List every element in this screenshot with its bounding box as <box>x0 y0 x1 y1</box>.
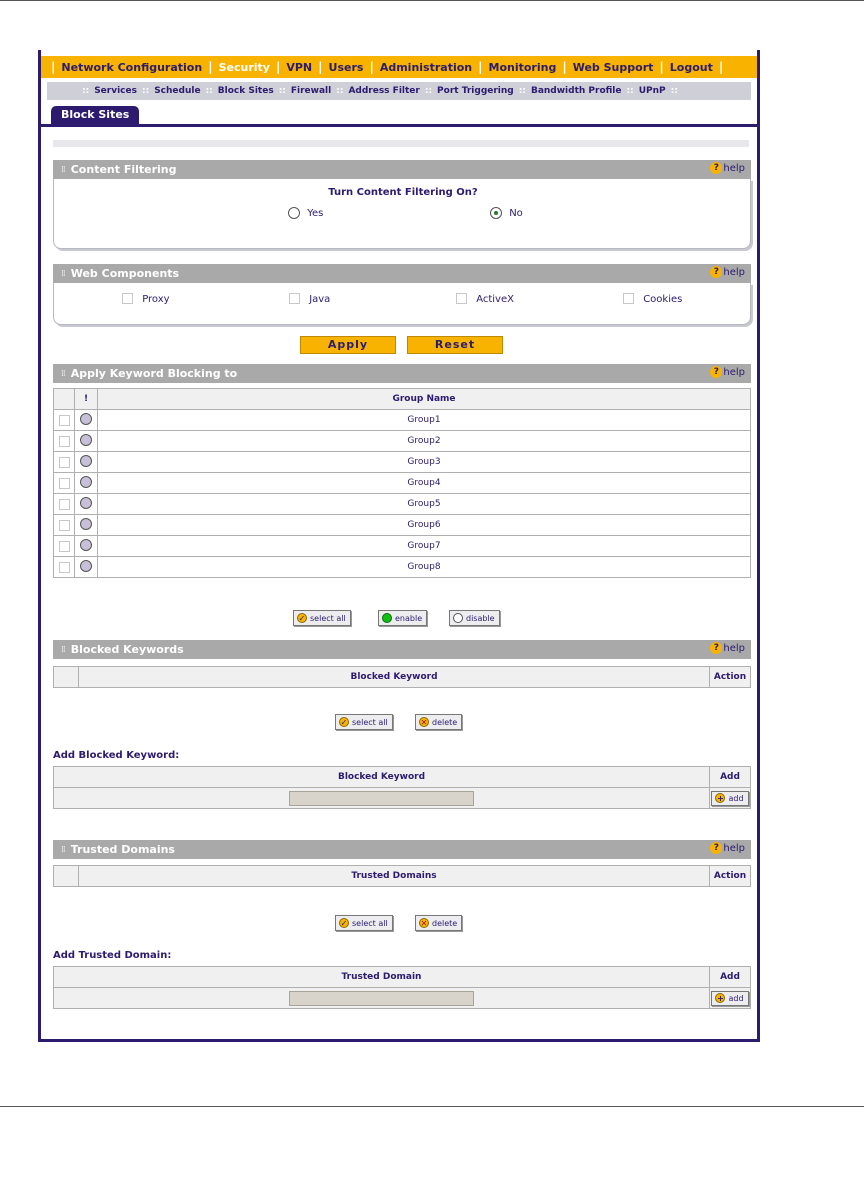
button-label: delete <box>432 918 458 928</box>
plus-icon: + <box>717 993 724 1003</box>
content-filtering-header <box>53 160 751 179</box>
row-status-cell <box>75 494 98 515</box>
row-checkbox[interactable] <box>59 415 70 426</box>
enable-button[interactable] <box>378 610 427 626</box>
col-blocked-keyword: Blocked Keyword <box>79 667 710 688</box>
section-title: Blocked Keywords <box>70 643 184 656</box>
blocked-keyword-input[interactable] <box>289 791 474 806</box>
table-row <box>54 515 751 536</box>
help-label: help <box>723 162 745 174</box>
nav-item-vpn[interactable]: VPN <box>286 60 313 74</box>
apply-button[interactable]: Apply <box>300 336 396 354</box>
nav-item-administration[interactable]: Administration <box>379 60 473 74</box>
subnav-separator: :: <box>278 86 286 96</box>
col-group-name: Group Name <box>98 389 751 410</box>
plus-icon: + <box>717 793 724 803</box>
nav-separator: | <box>51 60 56 74</box>
button-label: disable <box>466 613 495 623</box>
disable-button[interactable] <box>449 610 500 626</box>
subnav-item-address-filter[interactable]: Address Filter <box>348 86 420 96</box>
nav-separator: | <box>718 60 724 74</box>
row-checkbox[interactable] <box>59 499 70 510</box>
checkbox[interactable] <box>122 293 133 304</box>
status-dot-icon <box>80 413 92 425</box>
radio-no-icon[interactable] <box>490 207 502 219</box>
subnav-item-block-sites[interactable]: Block Sites <box>217 86 274 96</box>
group-name-cell: Group2 <box>98 431 751 452</box>
bottom-rule <box>0 1106 864 1107</box>
row-checkbox[interactable] <box>59 478 70 489</box>
table-header-row <box>54 767 751 788</box>
status-dot-icon <box>80 476 92 488</box>
tab-underline <box>41 124 757 127</box>
subnav-item-upnp[interactable]: UPnP <box>638 86 666 96</box>
trusted-domains-header <box>53 840 751 859</box>
help-icon: ? <box>710 642 722 654</box>
row-checkbox-cell <box>54 473 75 494</box>
trusted-domain-input[interactable] <box>289 991 474 1006</box>
row-status-cell <box>75 515 98 536</box>
help-link[interactable] <box>710 642 745 654</box>
radio-no-label: No <box>509 208 523 219</box>
add-blocked-keyword-table <box>53 766 751 809</box>
help-label: help <box>723 642 745 654</box>
table-row <box>54 410 751 431</box>
content-filtering-panel <box>53 179 751 249</box>
row-status-cell <box>75 431 98 452</box>
row-checkbox[interactable] <box>59 541 70 552</box>
section-title: Trusted Domains <box>70 843 175 856</box>
nav-separator: | <box>659 60 664 74</box>
table-header-row <box>54 667 751 688</box>
subnav-separator: :: <box>141 86 150 96</box>
subnav-separator: :: <box>205 86 213 96</box>
col-select <box>54 389 75 410</box>
sub-nav <box>47 82 751 100</box>
col-select <box>54 866 79 887</box>
help-link[interactable] <box>710 266 745 278</box>
delete-icon: ✕ <box>420 918 428 928</box>
help-link[interactable] <box>710 162 745 174</box>
group-name-cell: Group7 <box>98 536 751 557</box>
keyword-blocking-header <box>53 364 751 383</box>
checkbox[interactable] <box>623 293 634 304</box>
nav-separator: | <box>369 60 374 74</box>
row-checkbox[interactable] <box>59 436 70 447</box>
radio-yes-label: Yes <box>307 208 324 219</box>
subnav-item-bandwidth-profile[interactable]: Bandwidth Profile <box>530 86 622 96</box>
group-table <box>53 388 751 578</box>
nav-separator: | <box>478 60 483 74</box>
nav-separator: | <box>318 60 323 74</box>
subnav-separator: :: <box>82 86 90 96</box>
row-checkbox-cell <box>54 452 75 473</box>
subnav-item-schedule[interactable]: Schedule <box>154 86 201 96</box>
row-checkbox[interactable] <box>59 457 70 468</box>
select-all-keywords-button[interactable] <box>335 714 393 730</box>
help-link[interactable] <box>710 366 745 378</box>
checkbox-cookies[interactable] <box>623 293 682 305</box>
table-row <box>54 988 751 1009</box>
group-name-cell: Group4 <box>98 473 751 494</box>
button-label: add <box>728 993 744 1003</box>
status-dot-icon <box>80 518 92 530</box>
radio-yes-icon[interactable] <box>288 207 300 219</box>
row-checkbox[interactable] <box>59 520 70 531</box>
add-cell <box>710 988 751 1009</box>
row-checkbox-cell <box>54 410 75 431</box>
radio-no[interactable] <box>490 207 523 219</box>
content-filtering-question: Turn Content Filtering On? <box>328 187 478 198</box>
table-header-row <box>54 389 751 410</box>
button-label: select all <box>352 717 388 727</box>
green-dot-icon <box>382 613 392 623</box>
grip-icon: ⁞⁞ <box>61 164 65 175</box>
check-icon: ✓ <box>340 717 348 727</box>
checkbox[interactable] <box>289 293 300 304</box>
select-all-domains-button[interactable] <box>335 915 393 931</box>
grip-icon: ⁞⁞ <box>61 368 65 379</box>
input-cell <box>54 988 710 1009</box>
blocked-keywords-table <box>53 666 751 688</box>
row-status-cell <box>75 536 98 557</box>
add-trusted-domain-title: Add Trusted Domain: <box>53 950 172 961</box>
tab-block-sites[interactable]: Block Sites <box>51 106 139 124</box>
grip-icon: ⁞⁞ <box>61 268 65 279</box>
help-label: help <box>723 842 745 854</box>
add-cell <box>710 788 751 809</box>
row-checkbox-cell <box>54 515 75 536</box>
status-strip <box>53 140 749 147</box>
main-nav <box>41 56 757 78</box>
col-trusted-domains: Trusted Domains <box>79 866 710 887</box>
checkbox[interactable] <box>456 293 467 304</box>
reset-button[interactable]: Reset <box>407 336 503 354</box>
table-header-row <box>54 866 751 887</box>
row-status-cell <box>75 473 98 494</box>
nav-item-web-support[interactable]: Web Support <box>572 60 654 74</box>
trusted-domains-table <box>53 865 751 887</box>
table-row <box>54 557 751 578</box>
group-name-cell: Group8 <box>98 557 751 578</box>
subnav-item-services[interactable]: Services <box>94 86 137 96</box>
check-icon: ✓ <box>298 613 306 623</box>
row-status-cell <box>75 410 98 431</box>
button-label: select all <box>352 918 388 928</box>
checkbox-label: Java <box>309 293 331 305</box>
col-add: Add <box>710 967 751 988</box>
col-select <box>54 667 79 688</box>
subnav-item-port-triggering[interactable]: Port Triggering <box>437 86 514 96</box>
nav-separator: | <box>208 60 213 74</box>
subnav-separator: :: <box>518 86 526 96</box>
row-status-cell <box>75 452 98 473</box>
group-name-cell: Group6 <box>98 515 751 536</box>
subnav-item-firewall[interactable]: Firewall <box>290 86 332 96</box>
help-label: help <box>723 366 745 378</box>
check-icon: ✓ <box>340 918 348 928</box>
blocked-keywords-header <box>53 640 751 659</box>
section-title: Web Components <box>70 267 180 280</box>
add-keyword-button[interactable] <box>711 791 748 806</box>
status-dot-icon <box>80 455 92 467</box>
help-icon: ? <box>710 842 722 854</box>
subnav-separator: :: <box>424 86 433 96</box>
select-all-groups-button[interactable] <box>293 610 351 626</box>
nav-item-network-configuration[interactable]: Network Configuration <box>61 60 203 74</box>
button-label: select all <box>310 613 346 623</box>
table-row <box>54 494 751 515</box>
section-title: Content Filtering <box>70 163 177 176</box>
row-checkbox-cell <box>54 557 75 578</box>
col-trusted-domain: Trusted Domain <box>54 967 710 988</box>
checkbox-proxy[interactable] <box>122 293 170 305</box>
empty-dot-icon <box>453 613 463 623</box>
nav-item-users[interactable]: Users <box>328 60 364 74</box>
table-row <box>54 788 751 809</box>
nav-separator: | <box>562 60 567 74</box>
checkbox-activex[interactable] <box>456 293 514 305</box>
table-row <box>54 452 751 473</box>
nav-item-monitoring[interactable]: Monitoring <box>488 60 557 74</box>
subnav-separator: :: <box>336 86 344 96</box>
delete-domains-button[interactable] <box>415 915 462 931</box>
status-dot-icon <box>80 560 92 572</box>
subnav-separator: :: <box>670 86 678 96</box>
row-checkbox-cell <box>54 431 75 452</box>
table-row <box>54 536 751 557</box>
table-row <box>54 431 751 452</box>
section-title: Apply Keyword Blocking to <box>70 367 238 380</box>
top-rule <box>0 0 864 1</box>
web-components-panel <box>53 283 751 325</box>
add-domain-button[interactable] <box>711 991 748 1006</box>
add-trusted-domain-table <box>53 966 751 1009</box>
row-checkbox-cell <box>54 494 75 515</box>
checkbox-label: Proxy <box>142 293 170 305</box>
nav-separator: | <box>275 60 281 74</box>
delete-keywords-button[interactable] <box>415 714 462 730</box>
group-name-cell: Group1 <box>98 410 751 431</box>
col-status: ! <box>75 389 98 410</box>
help-icon: ? <box>710 162 722 174</box>
input-cell <box>54 788 710 809</box>
table-header-row <box>54 967 751 988</box>
col-action: Action <box>710 866 751 887</box>
button-label: delete <box>432 717 458 727</box>
subnav-separator: :: <box>626 86 634 96</box>
help-icon: ? <box>710 266 722 278</box>
add-blocked-keyword-title: Add Blocked Keyword: <box>53 750 180 761</box>
button-label: add <box>728 793 744 803</box>
grip-icon: ⁞⁞ <box>61 644 65 655</box>
group-name-cell: Group3 <box>98 452 751 473</box>
status-dot-icon <box>80 497 92 509</box>
help-icon: ? <box>710 366 722 378</box>
status-dot-icon <box>80 434 92 446</box>
status-dot-icon <box>80 539 92 551</box>
col-add: Add <box>710 767 751 788</box>
checkbox-java[interactable] <box>289 293 330 305</box>
col-action: Action <box>710 667 751 688</box>
checkbox-label: Cookies <box>643 293 683 305</box>
button-label: enable <box>395 613 423 623</box>
delete-icon: ✕ <box>420 717 428 727</box>
grip-icon: ⁞⁞ <box>61 844 65 855</box>
row-status-cell <box>75 557 98 578</box>
web-components-header <box>53 264 751 283</box>
table-row <box>54 473 751 494</box>
row-checkbox[interactable] <box>59 562 70 573</box>
router-ui-frame <box>38 50 760 1042</box>
help-label: help <box>723 266 745 278</box>
checkbox-label: ActiveX <box>476 293 514 305</box>
group-name-cell: Group5 <box>98 494 751 515</box>
radio-yes[interactable] <box>288 207 323 219</box>
help-link[interactable] <box>710 842 745 854</box>
col-blocked-keyword: Blocked Keyword <box>54 767 710 788</box>
row-checkbox-cell <box>54 536 75 557</box>
nav-item-security[interactable]: Security <box>218 60 270 74</box>
nav-item-logout[interactable]: Logout <box>669 60 713 74</box>
